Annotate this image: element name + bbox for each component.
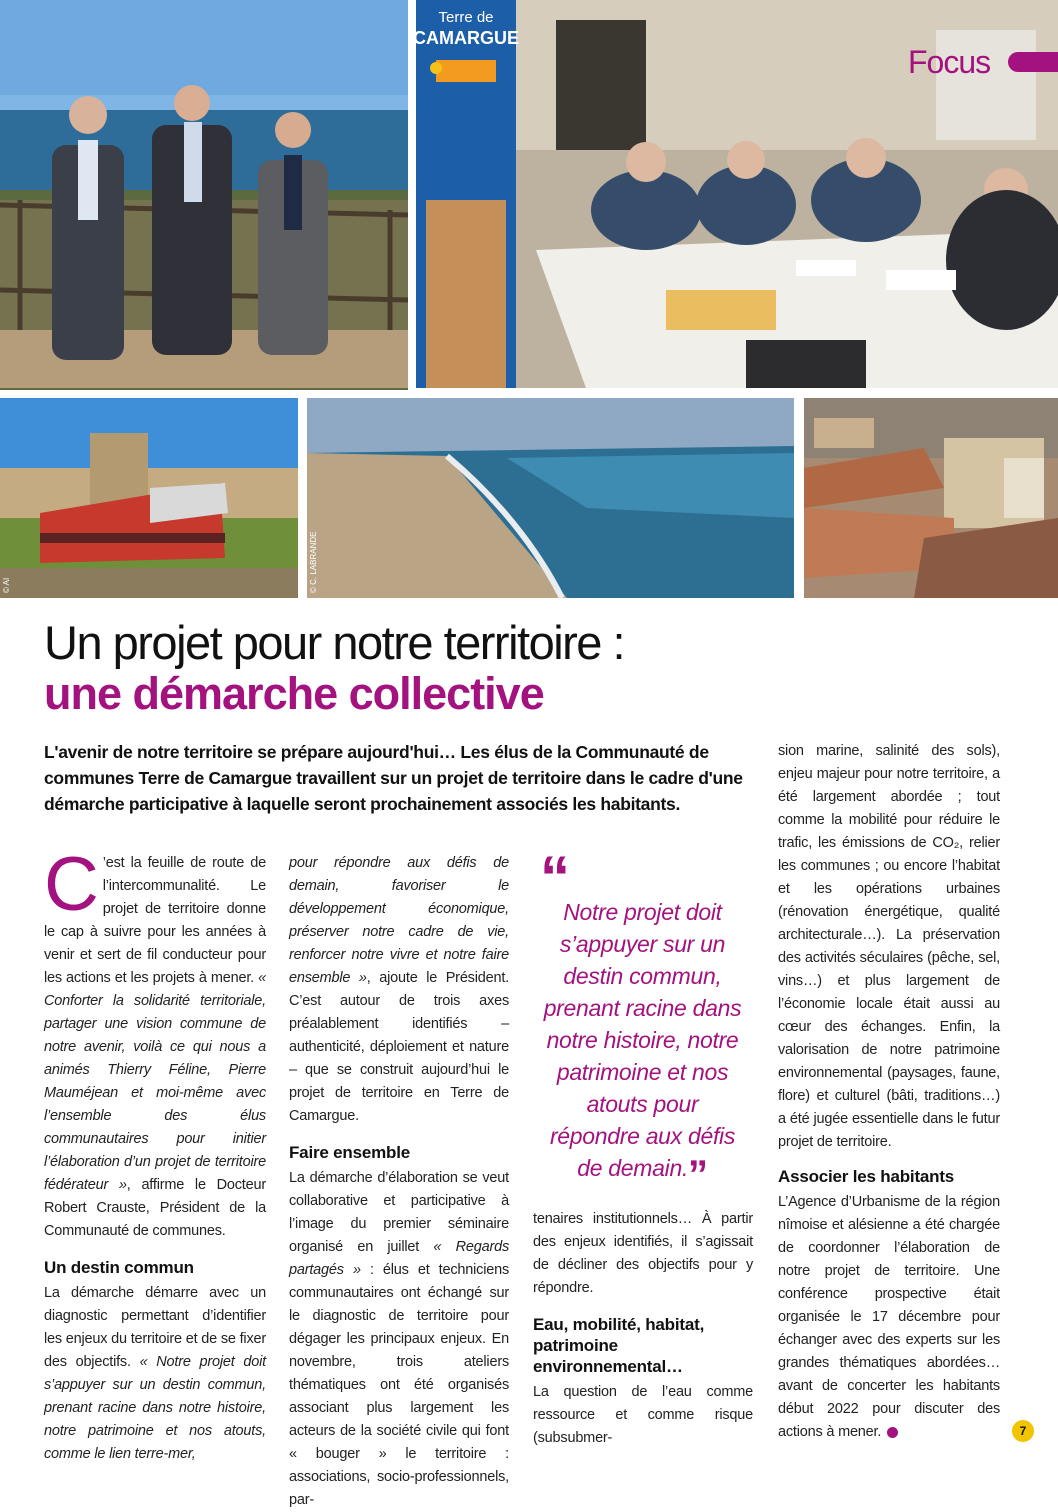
quote-open-mark: “ <box>540 844 570 911</box>
column-4 <box>778 740 1000 1444</box>
village-roofs-photo <box>804 398 1058 598</box>
paragraph-destin-continued <box>289 852 509 1128</box>
paragraph-intro: C ’est la feuille de route de l’intercommunalité. Le projet de territoire donne le cap à suivre pour les années à venir et sert de fil conducteur pour les actions et les projets à mener. « Conforter la solidarité territoriale, partager une vision commune de notre avenir, voilà ce qui nous a animés Thierry Féline, Pierre Mauméjean et moi-même avec l’ensemble des élus communautaires pour initier l’élaboration d’un projet de territoire fédérateur », affirme le Docteur Robert Crauste, Président de la Communauté de communes. <box>44 842 266 1239</box>
section-tab-bar <box>1008 52 1058 72</box>
text-run: pour répondre aux défis de demain, favoriser le développement économique, préserver notre cadre de vie, renforcer notre vivre et notre faire ensemble » <box>289 855 509 986</box>
text-run: « Regards partagés » <box>289 1239 509 1278</box>
column-3 <box>533 1208 753 1450</box>
section-tab <box>908 44 1058 78</box>
article-title: Un projet pour notre territoire : <box>44 616 625 669</box>
column-1 <box>44 842 266 1466</box>
paragraph-associer: L’Agence d’Urbanisme de la région nîmoise et alésienne a été chargée de coordonner l’élaboration de notre projet de territoire. Une conférence prospective était organisée le 17 décembre pour échanger avec des experts sur les grandes thématiques abordées… avant de concerter les habitants début 2022 pour discuter des actions à mener. <box>778 1194 1000 1440</box>
paragraph-faire <box>289 1167 509 1512</box>
aerial-coast-photo <box>307 398 794 598</box>
column-2 <box>289 852 509 1512</box>
pull-quote <box>540 844 745 1197</box>
drop-cap: C <box>44 842 99 927</box>
article-subtitle: une démarche collective <box>44 668 544 719</box>
pull-quote-text: Notre projet doit s’appuyer sur un destin commun, prenant racine dans notre histoire, notre patrimoine et nos atouts pour répondre aux défis de demain. <box>543 899 742 1181</box>
heading-faire-ensemble: Faire ensemble <box>289 1143 410 1162</box>
section-label: Focus <box>908 44 991 80</box>
paragraph-eau-continued: sion marine, salinité des sols), enjeu majeur pour notre territoire, a été largement abordée ; tout comme la mobilité pour réduire le trafic, les émissions de CO₂, relier les communes ; ou encore l’habitat et les opérations urbaines (rénovation énergétique, qualité architecturale…). La préservation des activités séculaires (pêche, sel, vins…) et plus largement de l’économie locale était aussi au cœur des échanges. Enfin, la valorisation de notre patrimoine environnemental (paysages, faune, flore) et culturel (bâti, traditions…) a été jugée essentielle dans le futur projet de territoire. <box>778 743 1000 1150</box>
photo-credit-coast: © C. LABRANDE <box>309 531 318 593</box>
end-of-article-dot <box>887 1427 898 1438</box>
paragraph-eau: La question de l’eau comme ressource et comme risque (subsubmer- <box>533 1384 753 1446</box>
text-run: , ajoute le Président. C’est autour de trois axes préalablement identifiés – authenticité, déploiement et nature – que se construit aujourd’hui le projet de territoire en Terre de Camargue. <box>289 970 509 1124</box>
train-ramparts-photo <box>0 398 298 598</box>
banner-line1: Terre de <box>438 9 494 26</box>
heading-eau-mobilite: Eau, mobilité, habitat, patrimoine environnemental… <box>533 1315 705 1376</box>
heading-associer-habitants: Associer les habitants <box>778 1167 955 1186</box>
officials-lagoon-photo <box>0 0 408 388</box>
text-run: La démarche démarre avec un diagnostic permettant d’identifier les enjeux du territoire et de se fixer des objectifs. <box>44 1285 266 1370</box>
banner-line2: CAMARGUE <box>413 28 519 48</box>
quote-close-mark: ” <box>688 1153 708 1197</box>
text-run: La démarche d’élaboration se veut collaborative et participative à l’image du premier séminaire organisé en juillet <box>289 1170 509 1255</box>
heading-destin-commun: Un destin commun <box>44 1258 194 1277</box>
article-headline <box>44 617 1024 719</box>
text-run: « Notre projet doit s’appuyer sur un destin commun, prenant racine dans notre histoire, notre patrimoine et nos atouts, comme le lien terre-mer, <box>44 1354 266 1462</box>
paragraph-destin <box>44 1282 266 1466</box>
photo-credit-train: © AI <box>2 577 11 593</box>
paragraph-faire-continued: tenaires institutionnels… À partir des enjeux identifiés, il s’agissait de décliner des objectifs pour y répondre. <box>533 1211 753 1296</box>
text-run: : élus et techniciens communautaires ont échangé sur le diagnostic de territoire pour dégager les principaux enjeux. En novembre, trois ateliers thématiques ont été organisés associant plus largement les acteurs de la société civile qui font « bouger » le territoire : associations, socio-professionnels, par- <box>289 1262 509 1508</box>
page-number: 7 <box>1012 1420 1034 1442</box>
article-lead: L'avenir de notre territoire se prépare aujourd'hui… Les élus de la Communauté de communes Terre de Camargue travaillent sur un projet de territoire dans le cadre d'une démarche participative à laquelle seront prochainement associés les habitants. <box>44 742 743 814</box>
